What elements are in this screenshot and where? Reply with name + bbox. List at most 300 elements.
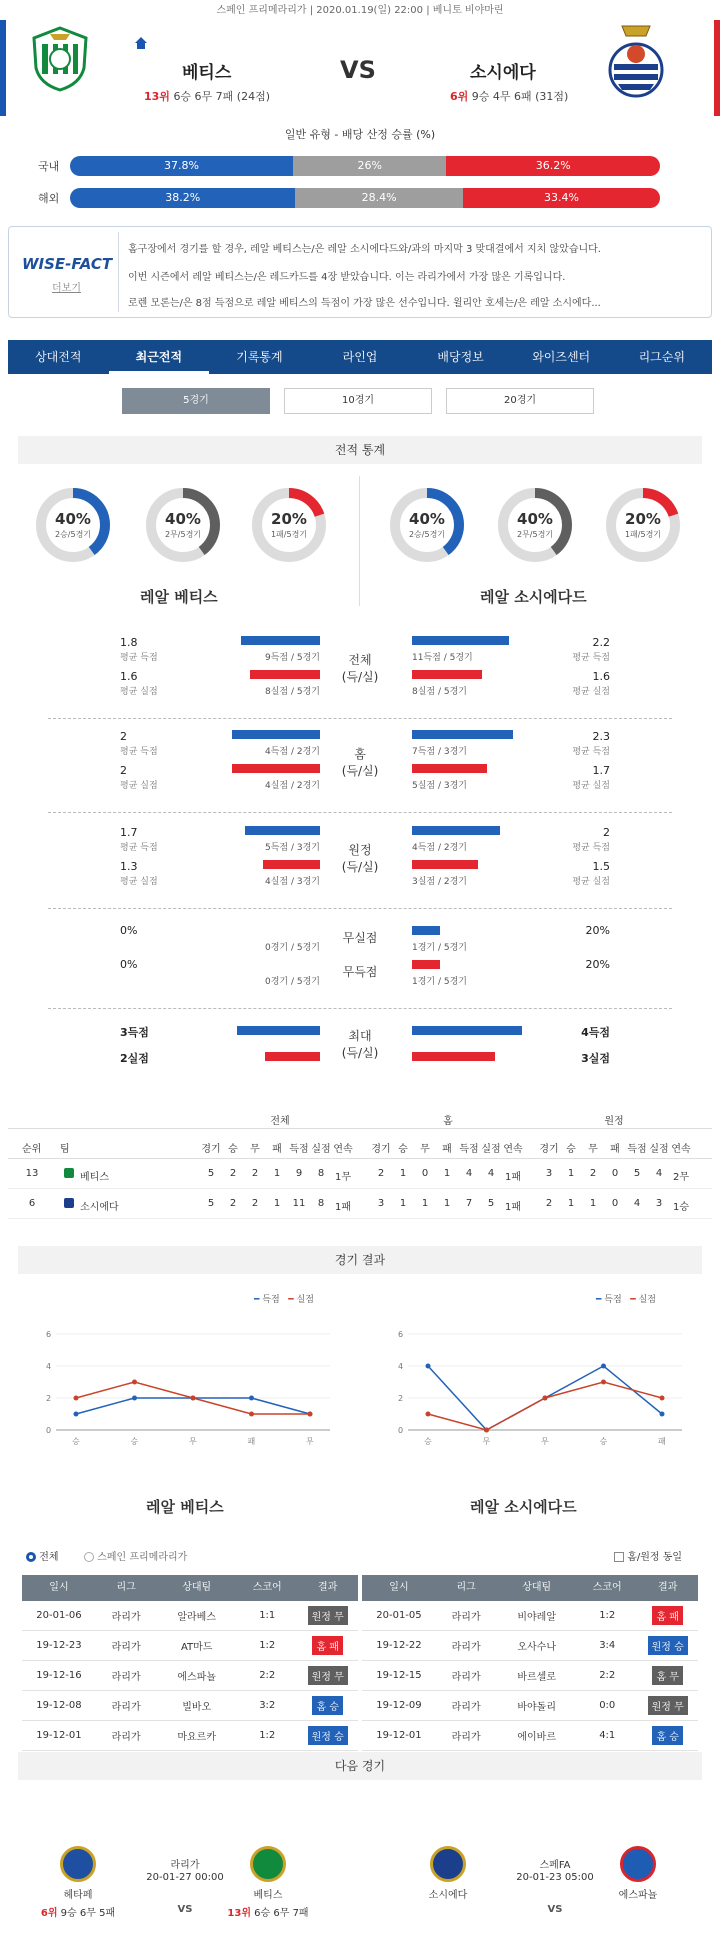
chart-x-tick: 패 [247, 1437, 256, 1446]
standings-col-header: 실점 [311, 1144, 331, 1155]
home-stat-label: 평균 실점 [120, 781, 158, 791]
away-team-full: 레알 소시에다드 [480, 588, 587, 606]
home-donut [144, 486, 222, 564]
home-zero-text: 0경기 / 5경기 [265, 977, 320, 987]
away-stat-bar-text: 7득점 / 3경기 [412, 747, 467, 757]
away-stat-bar [412, 670, 482, 679]
home-stat-value: 1.6 [120, 670, 138, 683]
result-cell [297, 1726, 357, 1745]
result-badge: 원정 승 [648, 1636, 688, 1655]
result-opponent: 바르셀로 [517, 1672, 556, 1683]
odds-home: 37.8% [70, 156, 293, 176]
result-cell [297, 1606, 357, 1625]
result-opponent: 빌바오 [182, 1702, 212, 1713]
tab-stats[interactable]: 기록통계 [236, 350, 283, 364]
result-opponent: 에스파뇰 [177, 1672, 216, 1683]
standings-cell: 7 [465, 1198, 473, 1209]
standings-cell: 5 [207, 1168, 215, 1179]
standings-cell: 1 [273, 1168, 281, 1179]
donut-sub: 2승/5경기 [408, 530, 446, 539]
away-stat-value: 1.5 [592, 860, 610, 873]
legend-concede: 실점 [638, 1295, 656, 1305]
away-record: 9승 4무 6패 (31점) [471, 90, 569, 103]
league-label: 스페인 프리메라리가 [216, 5, 307, 16]
filter-league-label: 스페인 프리메라리가 [97, 1552, 188, 1563]
odds-away: 36.2% [446, 156, 660, 176]
result-date: 19-12-09 [376, 1700, 422, 1711]
result-score: 1:2 [599, 1610, 616, 1621]
result-badge: 홈 패 [652, 1606, 683, 1625]
chart-y-tick: 2 [46, 1394, 52, 1403]
home-donut [34, 486, 112, 564]
away-stat-bar [412, 764, 487, 773]
result-badge: 원정 승 [308, 1726, 348, 1745]
filter-all[interactable] [26, 1548, 59, 1563]
away-stat-bar [412, 826, 500, 835]
results-row[interactable] [22, 1721, 358, 1751]
home-stat-label: 평균 실점 [120, 687, 158, 697]
results-section-header: 경기 결과 [18, 1246, 702, 1274]
chart-x-tick: 패 [658, 1437, 666, 1446]
odds-foreign-label: 해외 [38, 192, 60, 205]
standings-col-header: 패 [442, 1144, 452, 1155]
odds-draw: 28.4% [295, 188, 463, 208]
results-row[interactable] [22, 1601, 358, 1631]
standings-cell: 1 [589, 1198, 597, 1209]
result-league: 라리가 [451, 1612, 481, 1623]
standings-cell: 5 [207, 1198, 215, 1209]
standings-cell: 8 [317, 1198, 325, 1209]
results-row[interactable] [22, 1661, 358, 1691]
away-max-bar [412, 1052, 495, 1061]
chart-point [426, 1412, 431, 1417]
away-stat-bar-text: 11득점 / 5경기 [412, 653, 473, 663]
stats-section-header: 전적 통계 [18, 436, 702, 464]
stat-group-label-line: (득/실) [341, 670, 379, 684]
away-stat-label: 평균 실점 [572, 781, 610, 791]
vs-label: VS [340, 56, 376, 84]
standings-row-divider [8, 1218, 712, 1219]
result-cell [637, 1726, 697, 1745]
home-stat-bar [245, 826, 320, 835]
results-col-header: 일시 [389, 1582, 409, 1593]
away-zero-bar [412, 960, 440, 969]
away-color-edge [714, 20, 720, 116]
result-score: 4:1 [599, 1730, 616, 1741]
result-league: 라리가 [451, 1672, 481, 1683]
filter-league[interactable] [84, 1548, 187, 1563]
chart-point [74, 1396, 79, 1401]
result-score: 2:2 [599, 1670, 616, 1681]
away-stat-bar [412, 730, 513, 739]
standings-col-header: 실점 [649, 1144, 669, 1155]
sociedad-crest-icon [430, 1846, 466, 1882]
standings-cell: 2 [377, 1168, 385, 1179]
standings-cell: 1승 [672, 1202, 690, 1213]
next-team1-name[interactable]: 소시에다 [428, 1890, 468, 1901]
away-stat-label: 평균 득점 [572, 653, 610, 663]
wise-fact-logo: WISE-FACT [22, 255, 113, 273]
chart-y-tick: 6 [46, 1330, 52, 1339]
tab-wise-center[interactable]: 와이즈센터 [532, 350, 591, 364]
main-nav [8, 340, 712, 374]
home-stat-value: 2 [120, 730, 127, 743]
standings-cell: 2 [545, 1198, 553, 1209]
standings-col-header: 득점 [627, 1144, 647, 1155]
result-opponent: AT마드 [180, 1642, 213, 1653]
result-league: 라리가 [111, 1642, 141, 1653]
legend-concede: 실점 [296, 1295, 314, 1305]
result-cell [637, 1666, 697, 1685]
donut-sub: 2무/5경기 [164, 530, 202, 539]
standings-cell: 1 [421, 1198, 429, 1209]
home-rank: 13위 [144, 90, 170, 103]
chart-point [426, 1364, 431, 1369]
home-chart-title: 레알 베티스 [146, 1498, 224, 1516]
results-col-header: 결과 [658, 1582, 678, 1593]
away-donut [496, 486, 574, 564]
next-vs: VS [547, 1904, 563, 1915]
standings-group-header: 원정 [604, 1116, 624, 1127]
home-stat-value: 1.3 [120, 860, 138, 873]
away-max-bar [412, 1026, 522, 1035]
odds-home: 38.2% [70, 188, 295, 208]
away-zero-text: 1경기 / 5경기 [412, 977, 467, 987]
next-team2-rec: 6승 6무 7패 [250, 1908, 309, 1919]
legend-home: ━ 득점 ━ 실점 [254, 1295, 314, 1305]
max-label [340, 1028, 380, 1062]
standings-cell: 1패 [504, 1172, 522, 1183]
radio-checked-icon [26, 1552, 36, 1562]
filter-homeaway-label: 홈/원정 동일 [627, 1552, 683, 1563]
home-stat-bar-text: 8실점 / 5경기 [265, 687, 320, 697]
standings-col-header: 승 [398, 1144, 408, 1155]
home-stat-bar-text: 5득점 / 3경기 [265, 843, 320, 853]
home-icon[interactable] [134, 36, 148, 50]
next-team1-name[interactable]: 헤타페 [63, 1890, 93, 1901]
team-divider [359, 476, 360, 606]
chart-x-tick: 승 [424, 1437, 432, 1446]
standings-row-divider [8, 1188, 712, 1189]
standings-col-header: 무 [250, 1144, 260, 1155]
home-max-value: 3득점 [120, 1026, 149, 1039]
chart-point [484, 1428, 489, 1433]
stat-group-label-line: 전체 [348, 653, 372, 667]
standings-col-header: 승 [228, 1144, 238, 1155]
standings-group-header: 홈 [443, 1116, 453, 1127]
tab-odds[interactable]: 배당정보 [437, 350, 484, 364]
result-badge: 홈 승 [312, 1696, 343, 1715]
result-date: 19-12-15 [376, 1670, 422, 1681]
standings-col-header: 무 [420, 1144, 430, 1155]
away-max-value: 3실점 [581, 1052, 610, 1065]
chart-x-tick: 무 [482, 1437, 491, 1446]
standings-team[interactable]: 소시에다 [80, 1202, 119, 1213]
odds-domestic-bar [70, 156, 660, 176]
chart-y-tick: 2 [398, 1394, 404, 1403]
wise-more-link[interactable]: 더보기 [52, 283, 81, 294]
home-zero-value: 0% [120, 958, 138, 971]
stat-divider [48, 718, 672, 719]
result-date: 19-12-23 [36, 1640, 82, 1651]
home-stat-value: 1.8 [120, 636, 138, 649]
home-stat-label: 평균 득점 [120, 843, 158, 853]
standings-col-header: 경기 [371, 1144, 391, 1155]
standings-rank: 6 [28, 1198, 36, 1209]
next-team2-name[interactable]: 베티스 [253, 1890, 283, 1901]
home-stat-bar [241, 636, 320, 645]
away-chart-title: 레알 소시에다드 [470, 1498, 577, 1516]
donut-sub: 2무/5경기 [516, 530, 554, 539]
donut-sub: 1패/5경기 [624, 530, 662, 539]
betis-crest-icon [28, 24, 92, 94]
home-stat-bar-text: 4득점 / 2경기 [265, 747, 320, 757]
clean-sheet-label: 무실점 [342, 931, 378, 945]
chart-y-tick: 0 [398, 1426, 404, 1435]
wise-fact-line: 이번 시즌에서 레알 베티스는/은 레드카드를 4장 받았습니다. 이는 라리가에서 가장 많은 기록입니다. [128, 272, 566, 283]
standings-cell: 11 [292, 1198, 306, 1209]
stat-divider [48, 1008, 672, 1009]
donut-sub: 1패/5경기 [270, 530, 308, 539]
home-color-edge [0, 20, 6, 116]
next-team1-record [20, 1904, 136, 1919]
chart-x-tick: 무 [541, 1437, 549, 1446]
standings-cell: 4 [465, 1168, 473, 1179]
wise-divider [118, 232, 119, 312]
result-opponent: 알라베스 [177, 1612, 216, 1623]
wise-fact-line: 홈구장에서 경기를 할 경우, 레알 베티스는/은 레알 소시에다드와/과의 마지막 3 맞대결에서 지치 않았습니다. [128, 244, 601, 255]
result-opponent: 마요르카 [177, 1732, 216, 1743]
espanyol-crest-icon [620, 1846, 656, 1882]
result-score: 1:2 [259, 1730, 276, 1741]
result-opponent: 바야돌리 [517, 1702, 556, 1713]
recent-results-table [22, 1575, 358, 1751]
result-league: 라리가 [451, 1702, 481, 1713]
stat-group-label-line: (득/실) [341, 764, 379, 778]
next-team2-name[interactable]: 에스파뇰 [618, 1890, 658, 1901]
home-stat-bar [263, 860, 320, 869]
standings-team[interactable]: 베티스 [80, 1172, 109, 1183]
standings-col-header: 득점 [289, 1144, 309, 1155]
next-league: 스페FA [539, 1860, 571, 1871]
result-league: 라리가 [451, 1732, 481, 1743]
stat-group-label-line: 홈 [354, 747, 366, 761]
home-record: 6승 6무 7패 (24점) [173, 90, 271, 103]
result-date: 19-12-08 [36, 1700, 82, 1711]
result-league: 라리가 [451, 1642, 481, 1653]
standings-col-header: 연속 [503, 1144, 523, 1155]
max-label-line: 최대 [348, 1029, 372, 1043]
away-max-value: 4득점 [581, 1026, 610, 1039]
chart-x-tick: 승 [599, 1437, 608, 1446]
result-date: 19-12-01 [376, 1730, 422, 1741]
results-row[interactable] [362, 1601, 698, 1631]
standings-cell: 0 [421, 1168, 429, 1179]
home-stat-label: 평균 실점 [120, 877, 158, 887]
home-zero-text: 0경기 / 5경기 [265, 943, 320, 953]
tab-lineup[interactable]: 라인업 [342, 350, 378, 364]
chart-x-tick: 승 [130, 1437, 139, 1446]
checkbox-icon [614, 1552, 624, 1562]
result-opponent: 에이바르 [517, 1732, 556, 1743]
away-stat-value: 1.7 [592, 764, 610, 777]
odds-draw: 26% [293, 156, 446, 176]
standings-cell: 4 [633, 1198, 641, 1209]
chart-point [660, 1412, 665, 1417]
results-col-header: 리그 [116, 1582, 136, 1593]
segment-10-games[interactable]: 10경기 [284, 388, 432, 414]
result-cell [637, 1696, 697, 1715]
results-header [22, 1575, 358, 1601]
result-opponent: 오사수나 [517, 1642, 556, 1653]
donut-percent: 40% [409, 510, 445, 528]
standings-cell: 1 [567, 1198, 575, 1209]
home-max-bar [237, 1026, 320, 1035]
away-stat-value: 2 [603, 826, 610, 839]
odds-title: 일반 유형 - 배당 산정 승률 (%) [284, 128, 436, 141]
chart-point [660, 1396, 665, 1401]
wise-fact-line: 로렌 모론는/은 8점 득점으로 레알 베티스의 득점이 가장 많은 선수입니다. 윌리안 호세는/은 레알 소시에다... [128, 298, 601, 309]
stat-group-label-line: 원정 [348, 843, 372, 857]
chart-series-line [428, 1382, 662, 1430]
legend-score: 득점 [604, 1295, 622, 1305]
segment-5-games[interactable]: 5경기 [122, 388, 270, 414]
standings-cell: 0 [611, 1168, 619, 1179]
next-section-header: 다음 경기 [18, 1752, 702, 1780]
away-donut [388, 486, 466, 564]
results-col-header: 리그 [456, 1582, 476, 1593]
next-league: 라리가 [170, 1860, 200, 1871]
home-stat-value: 2 [120, 764, 127, 777]
standings-cell: 2 [229, 1198, 237, 1209]
home-zero-value: 0% [120, 924, 138, 937]
result-badge: 홈 패 [312, 1636, 343, 1655]
results-col-header: 일시 [49, 1582, 69, 1593]
home-results-chart [40, 1330, 340, 1450]
home-stat-bar-text: 4실점 / 2경기 [265, 781, 320, 791]
away-stat-bar [412, 636, 509, 645]
standings-col-header: 승 [566, 1144, 576, 1155]
away-stat-bar-text: 3실점 / 2경기 [412, 877, 467, 887]
results-col-header: 상대팀 [522, 1582, 552, 1593]
standings-cell: 2무 [672, 1172, 690, 1183]
standings-col-header: 패 [610, 1144, 620, 1155]
standings-cell: 8 [317, 1168, 325, 1179]
sociedad-crest-icon [64, 1198, 74, 1208]
standings-cell: 5 [633, 1168, 641, 1179]
next-team1-rec: 9승 6무 5패 [57, 1908, 116, 1919]
next-team2-record [210, 1904, 326, 1919]
tab-standings[interactable]: 리그순위 [638, 350, 685, 364]
away-rank-record [450, 88, 568, 104]
chart-point [74, 1412, 79, 1417]
chart-point [249, 1412, 254, 1417]
results-row[interactable] [362, 1631, 698, 1661]
results-row[interactable] [362, 1661, 698, 1691]
home-max-value: 2실점 [120, 1052, 149, 1065]
home-stat-bar [250, 670, 320, 679]
home-donut [250, 486, 328, 564]
result-cell [297, 1666, 357, 1685]
standings-cell: 1 [399, 1198, 407, 1209]
match-info-line: 스페인 프리메라리가 | 2020.01.19(일) 22:00 | 베니토 비야마린 [216, 5, 504, 16]
next-date: 20-01-23 05:00 [516, 1872, 594, 1883]
donut-percent: 40% [517, 510, 553, 528]
standings-cell: 4 [487, 1168, 495, 1179]
next-date: 20-01-27 00:00 [146, 1872, 224, 1883]
standings-cell: 1패 [334, 1202, 352, 1213]
standings-cell: 3 [377, 1198, 385, 1209]
result-score: 3:2 [259, 1700, 276, 1711]
standings-col-header: 경기 [539, 1144, 559, 1155]
tab-recent[interactable]: 최근전적 [109, 340, 210, 374]
results-col-header: 스코어 [592, 1582, 622, 1593]
standings-cell: 5 [487, 1198, 495, 1209]
results-row[interactable] [362, 1721, 698, 1751]
chart-y-tick: 4 [46, 1362, 52, 1371]
result-score: 2:2 [259, 1670, 276, 1681]
result-date: 20-01-06 [36, 1610, 82, 1621]
result-opponent: 비야레알 [517, 1612, 556, 1623]
result-cell [297, 1696, 357, 1715]
odds-domestic-label: 국내 [38, 160, 60, 173]
segment-20-games[interactable]: 20경기 [446, 388, 594, 414]
results-col-header: 결과 [318, 1582, 338, 1593]
standings-cell: 2 [229, 1168, 237, 1179]
results-row[interactable] [22, 1691, 358, 1721]
home-stat-value: 1.7 [120, 826, 138, 839]
result-date: 20-01-05 [376, 1610, 422, 1621]
result-score: 0:0 [599, 1700, 616, 1711]
no-goal-label: 무득점 [342, 965, 378, 979]
stat-group-label [340, 746, 380, 780]
results-row[interactable] [362, 1691, 698, 1721]
standings-col-header: 실점 [481, 1144, 501, 1155]
away-zero-value: 20% [585, 924, 610, 937]
away-stat-label: 평균 득점 [572, 843, 610, 853]
tab-h2h[interactable]: 상대전적 [35, 350, 82, 364]
result-score: 3:4 [599, 1640, 616, 1651]
result-badge: 원정 무 [308, 1606, 348, 1625]
result-date: 19-12-16 [36, 1670, 82, 1681]
standings-cell: 1패 [504, 1202, 522, 1213]
getafe-crest-icon [60, 1846, 96, 1882]
results-col-header: 상대팀 [182, 1582, 212, 1593]
away-stat-bar-text: 8실점 / 5경기 [412, 687, 467, 697]
stat-divider [48, 908, 672, 909]
result-cell [297, 1636, 357, 1655]
standings-divider [8, 1128, 712, 1129]
result-badge: 홈 승 [652, 1726, 683, 1745]
chart-y-tick: 4 [398, 1362, 404, 1371]
donut-percent: 40% [55, 510, 91, 528]
results-row[interactable] [22, 1631, 358, 1661]
standings-cell: 2 [589, 1168, 597, 1179]
standings-cell: 2 [251, 1168, 259, 1179]
odds-foreign-bar [70, 188, 660, 208]
filter-homeaway[interactable] [614, 1548, 682, 1563]
away-stat-bar-text: 4득점 / 2경기 [412, 843, 467, 853]
home-rank-record [144, 88, 270, 104]
home-team-full: 레알 베티스 [140, 588, 218, 606]
chart-y-tick: 6 [398, 1330, 404, 1339]
result-score: 1:2 [259, 1640, 276, 1651]
standings-col-header: 패 [272, 1144, 282, 1155]
chart-point [249, 1396, 254, 1401]
next-vs: VS [177, 1904, 193, 1915]
betis-crest-icon [250, 1846, 286, 1882]
result-date: 19-12-01 [36, 1730, 82, 1741]
